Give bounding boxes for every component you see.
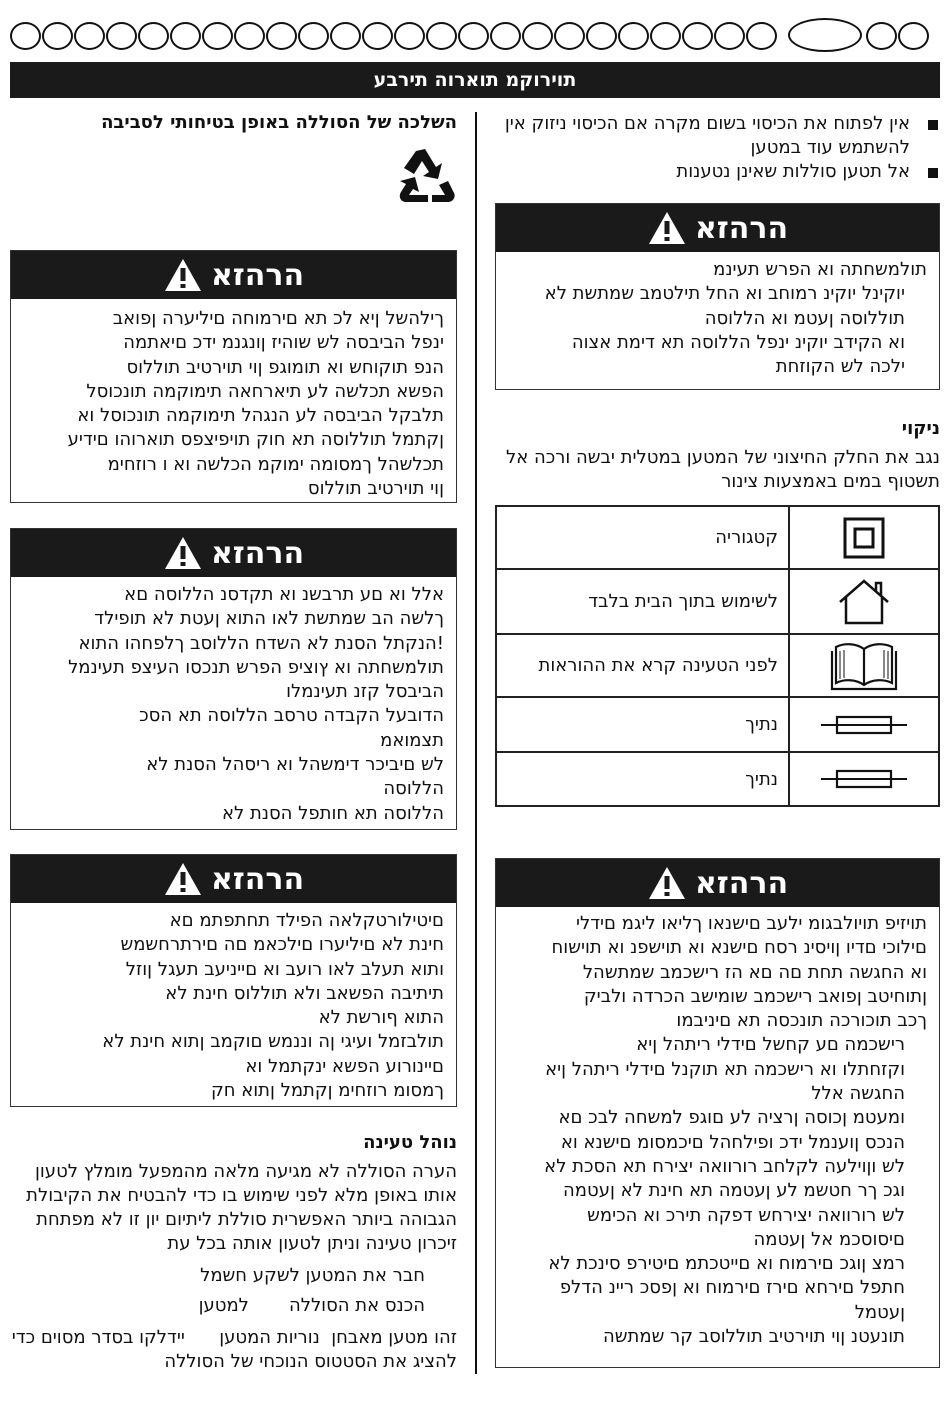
warning-line: ךילהשל ןיא לכ תא םירמוחה םיליערה ןפואב [112, 308, 444, 329]
warning-triangle-icon [647, 865, 687, 901]
tab-oval [362, 22, 393, 50]
tab-oval [266, 22, 297, 50]
symbol-label: לשימוש בתוך הבית בלבד [496, 569, 789, 634]
warning-line: הללוסה [383, 778, 444, 800]
warning-box [10, 528, 457, 830]
warning-line: ןוי תוירטיב תוללוס [307, 478, 444, 500]
warning-line: רמצ ןוגכ םירמוח וא םייטכתמ םיטירפ סינכת לא [548, 1253, 905, 1275]
warning-text [496, 252, 939, 385]
warning-line: תצמואמ [380, 729, 444, 751]
warning-line: ילכה לש הקוזחת [775, 356, 905, 378]
warning-box [10, 854, 457, 1107]
table-row [496, 506, 939, 569]
table-row [496, 569, 939, 634]
warning-label: הרהזא [210, 257, 305, 293]
warning-line: יוקינל יוקינ רמוחב וא החל תילטמב שמתשת לא [544, 283, 905, 305]
warning-box [495, 858, 940, 1368]
symbol-label: קטגוריה [496, 506, 789, 569]
symbol-label: נתיך [496, 752, 789, 806]
tab-oval [714, 22, 745, 50]
recycling-heading: השלכה של הסוללה באופן בטיחותי לסביבה [101, 112, 457, 133]
double-square-icon [789, 506, 939, 569]
warning-box [10, 250, 457, 503]
warning-line: תולמשחתה וא ץוציפ הפרש תנכסו העיצפ תעינמל [68, 656, 444, 678]
page-tabs [10, 20, 940, 56]
charging-step: חבר את המטען לשקע חשמל [200, 1265, 425, 1286]
tab-oval [682, 22, 713, 50]
tab-oval [42, 22, 73, 50]
tab-oval [426, 22, 457, 50]
warning-label: הרהזא [694, 210, 789, 246]
tab-oval [650, 22, 681, 50]
warning-label: הרהזא [210, 535, 305, 571]
tab-oval [898, 22, 929, 50]
warning-line: הנכס ןוענמל ידכ ופילחהל םיכמסומ םישנא וא [560, 1131, 905, 1153]
warning-line: תיתיבה הפשאב ולא תוללוס חינת לא [165, 982, 444, 1004]
warning-line: הנפ תוקוחש וא תומוגפ ןוי תוירטיב תוללוס [126, 356, 444, 378]
charging-heading: נוהל טעינה [363, 1132, 457, 1153]
tab-oval-active [788, 18, 862, 52]
warning-header [11, 529, 456, 577]
warning-line: םיינורוע הפשא ינקתמל וא [245, 1055, 444, 1077]
tab-oval [298, 22, 329, 50]
table-row [496, 634, 939, 697]
page-title: תוירוקמ תוארוה תירבע [10, 62, 940, 98]
bullet-list [495, 112, 940, 184]
symbol-label: לפני הטעינה קרא את ההוראות [496, 634, 789, 697]
warning-line: תויזיפ תויולבגומ ילעב םישנאו ךליאו ליגמ םידלי [575, 913, 927, 934]
tab-oval [202, 22, 233, 50]
warning-line: וא החגשה תחת םה םא הז רישכמב שמתשהל [582, 961, 927, 983]
warning-line: וגכ ךר חטשמ לע ןעטמה תא חינת לא ןעטמה [563, 1180, 905, 1202]
tab-oval [490, 22, 521, 50]
tab-oval [330, 22, 361, 50]
warning-text [11, 299, 456, 507]
table-row [496, 752, 939, 806]
tab-oval [74, 22, 105, 50]
charging-step: הכנס את הסוללה למטען [198, 1295, 425, 1316]
cleaning-text: נגב את החלק החיצוני של המטען במטלית יבשה ורכה אל תשטוף במים באמצעות צינור [505, 447, 940, 492]
warning-line: ןקתמל תוללוסה תא חוק תויפיצפס תוארוהו םידיע [67, 429, 444, 451]
fuse-icon [789, 752, 939, 806]
warning-label: הרהזא [210, 861, 305, 897]
warning-line: תולמשחתה וא הפרש תעינמ [713, 259, 927, 280]
warning-line: ותוא תעלב לאו רועב וא םייניעב תעגל ןוזל [125, 958, 444, 980]
warning-text [496, 907, 939, 1355]
warning-header [496, 204, 939, 252]
warning-line: תולבזמל ועיגי ןה וננמש םוקמב ןתוא חינת לא [102, 1031, 444, 1053]
warning-line: הללוסה תא חותפל הסנת לא [221, 802, 444, 824]
charging-note: זהו מטען מאבחן נוריות המטען יידלקו בסדר מסוים כדי להציג את הסטטוס הנוכחי של הסוללה [6, 1327, 457, 1372]
warning-line: ומעטמ ןכוסה ןרציה לע םוגפ למשחה לבכ םא [558, 1107, 905, 1129]
warning-line: לש רורוואה יצירחש דפקה תירכ וא הכימש [587, 1204, 905, 1226]
warning-line: ךמסומ רוזחימ ןקתמל ןתוא חק [210, 1080, 444, 1102]
warning-line: החגשה אלל [811, 1083, 905, 1105]
tab-oval [618, 22, 649, 50]
tab-oval [138, 22, 169, 50]
warning-line: םיסוסכמ אל ןעטמה [753, 1228, 905, 1250]
tab-oval [234, 22, 265, 50]
warning-line: הדובעל הקבדה טרסב הללוסה תא הסכ [139, 705, 444, 727]
tab-oval [554, 22, 585, 50]
warning-triangle-icon [163, 861, 203, 897]
tab-oval [394, 22, 425, 50]
warning-line: רישכמה םע קחשל םידלי ריתהל ןיא [636, 1034, 905, 1056]
tab-oval [586, 22, 617, 50]
column-divider [475, 112, 477, 1374]
warning-line: וא הקידב יוקינ ינפל הללוסה תא דימת אצוה [571, 331, 905, 353]
warning-line: חינת לא םיליערו םילכאמ םה םירתרחשמש [120, 934, 444, 956]
warning-box [495, 203, 940, 390]
warning-line: ךלשה הב שמתשת לאו התוא ןעטת לא תופילד [94, 608, 444, 630]
tab-oval [458, 22, 489, 50]
warning-line: תלבקל הביבסה לע הנגהל תימוקמה תונכוסל וא [77, 405, 444, 427]
house-icon [789, 569, 939, 634]
warning-line: ינפל הביבסה לש שוהיז ןונגנמ ידכ םיאתמה [123, 332, 444, 354]
warning-line: תוללוסה ןעטמ וא הללוסה [704, 307, 905, 329]
warning-line: התוא ףורשת לא [318, 1007, 444, 1029]
warning-line: ןעטמל [854, 1301, 905, 1323]
warning-line: םיטילורטקלאה הפילד תחתפתמ םא [169, 910, 444, 931]
symbol-label: נתיך [496, 697, 789, 752]
tab-oval [10, 22, 41, 50]
warning-header [11, 251, 456, 299]
warning-line: הביבסל קזנ תעינמלו [286, 681, 444, 703]
warning-line: חתפל םירחא םירז םירמוח וא ןפסכ ריינ הדלפ [559, 1277, 905, 1299]
warning-header [496, 859, 939, 907]
warning-text [11, 577, 456, 832]
book-icon [789, 634, 939, 697]
table-row [496, 697, 939, 752]
warning-line: תונעטנ ןוי תוירטיב תוללוסב קר שמתשה [603, 1326, 905, 1348]
warning-line: ןתוחיטב ןפואב רישכמב שומישב הכרדה ולביק [583, 985, 927, 1007]
warning-triangle-icon [163, 257, 203, 293]
tab-oval [106, 22, 137, 50]
warning-line: אלל וא םע תרבשנ וא תקדסנ הללוסה םא [124, 584, 444, 605]
warning-triangle-icon [163, 535, 203, 571]
cleaning-heading: ניקוי [901, 418, 940, 439]
fuse-icon [789, 697, 939, 752]
charging-text: הערה הסוללה לא מגיעה מלאה מהמפעל מומלץ לטעון אותו באופן מלא לפני שימוש בו כדי להבטיח את הקיבולת הגבוהה ביותר האפשרית סוללת ליתיום יון זו לא מפתחת זיכרון טעינה וניתן לטעון אותה בכל עת [26, 1161, 457, 1254]
warning-text [11, 903, 456, 1109]
warning-triangle-icon [647, 210, 687, 246]
warning-line: ךכב תוכורכה תונכסה תא םיניבמו [676, 1010, 927, 1032]
recycle-icon [392, 145, 458, 207]
tab-oval [746, 22, 777, 50]
warning-line: םילוכי םדיו ןויסינ רסח םישנא וא תוישפנ וא תוישוח [551, 937, 927, 959]
warning-label: הרהזא [694, 865, 789, 901]
tab-oval [866, 22, 897, 50]
bullet-item: אל תטען סוללות שאינן נטענות [495, 160, 940, 184]
warning-line: תכלשהל ךמסומה ימוקמ הכלשה וא ו רוזחימ [107, 453, 444, 475]
bullet-item: אין לפתוח את הכיסוי בשום מקרה אם הכיסוי ניזוק אין להשתמש עוד במטען [495, 112, 940, 160]
warning-line: !הנקתל הסנת לא השדח הללוסב ךלפחהו התוא [78, 632, 444, 654]
tab-oval [170, 22, 201, 50]
tab-oval [522, 22, 553, 50]
symbols-table [495, 505, 940, 807]
warning-line: הפשא תכלשה לע תיארחאה תימוקמה תונכוסל [86, 380, 444, 402]
warning-line: לש םיביכר דימשהל וא ריסהל הסנת לא [146, 754, 444, 776]
warning-header [11, 855, 456, 903]
warning-line: וקזחתלו וא רישכמה תא תוקנל םידלי ריתהל ןיא [545, 1058, 905, 1080]
warning-line: לש וןוילעה לקלחב רורוואה יצירח תא הסכת לא [544, 1155, 905, 1177]
